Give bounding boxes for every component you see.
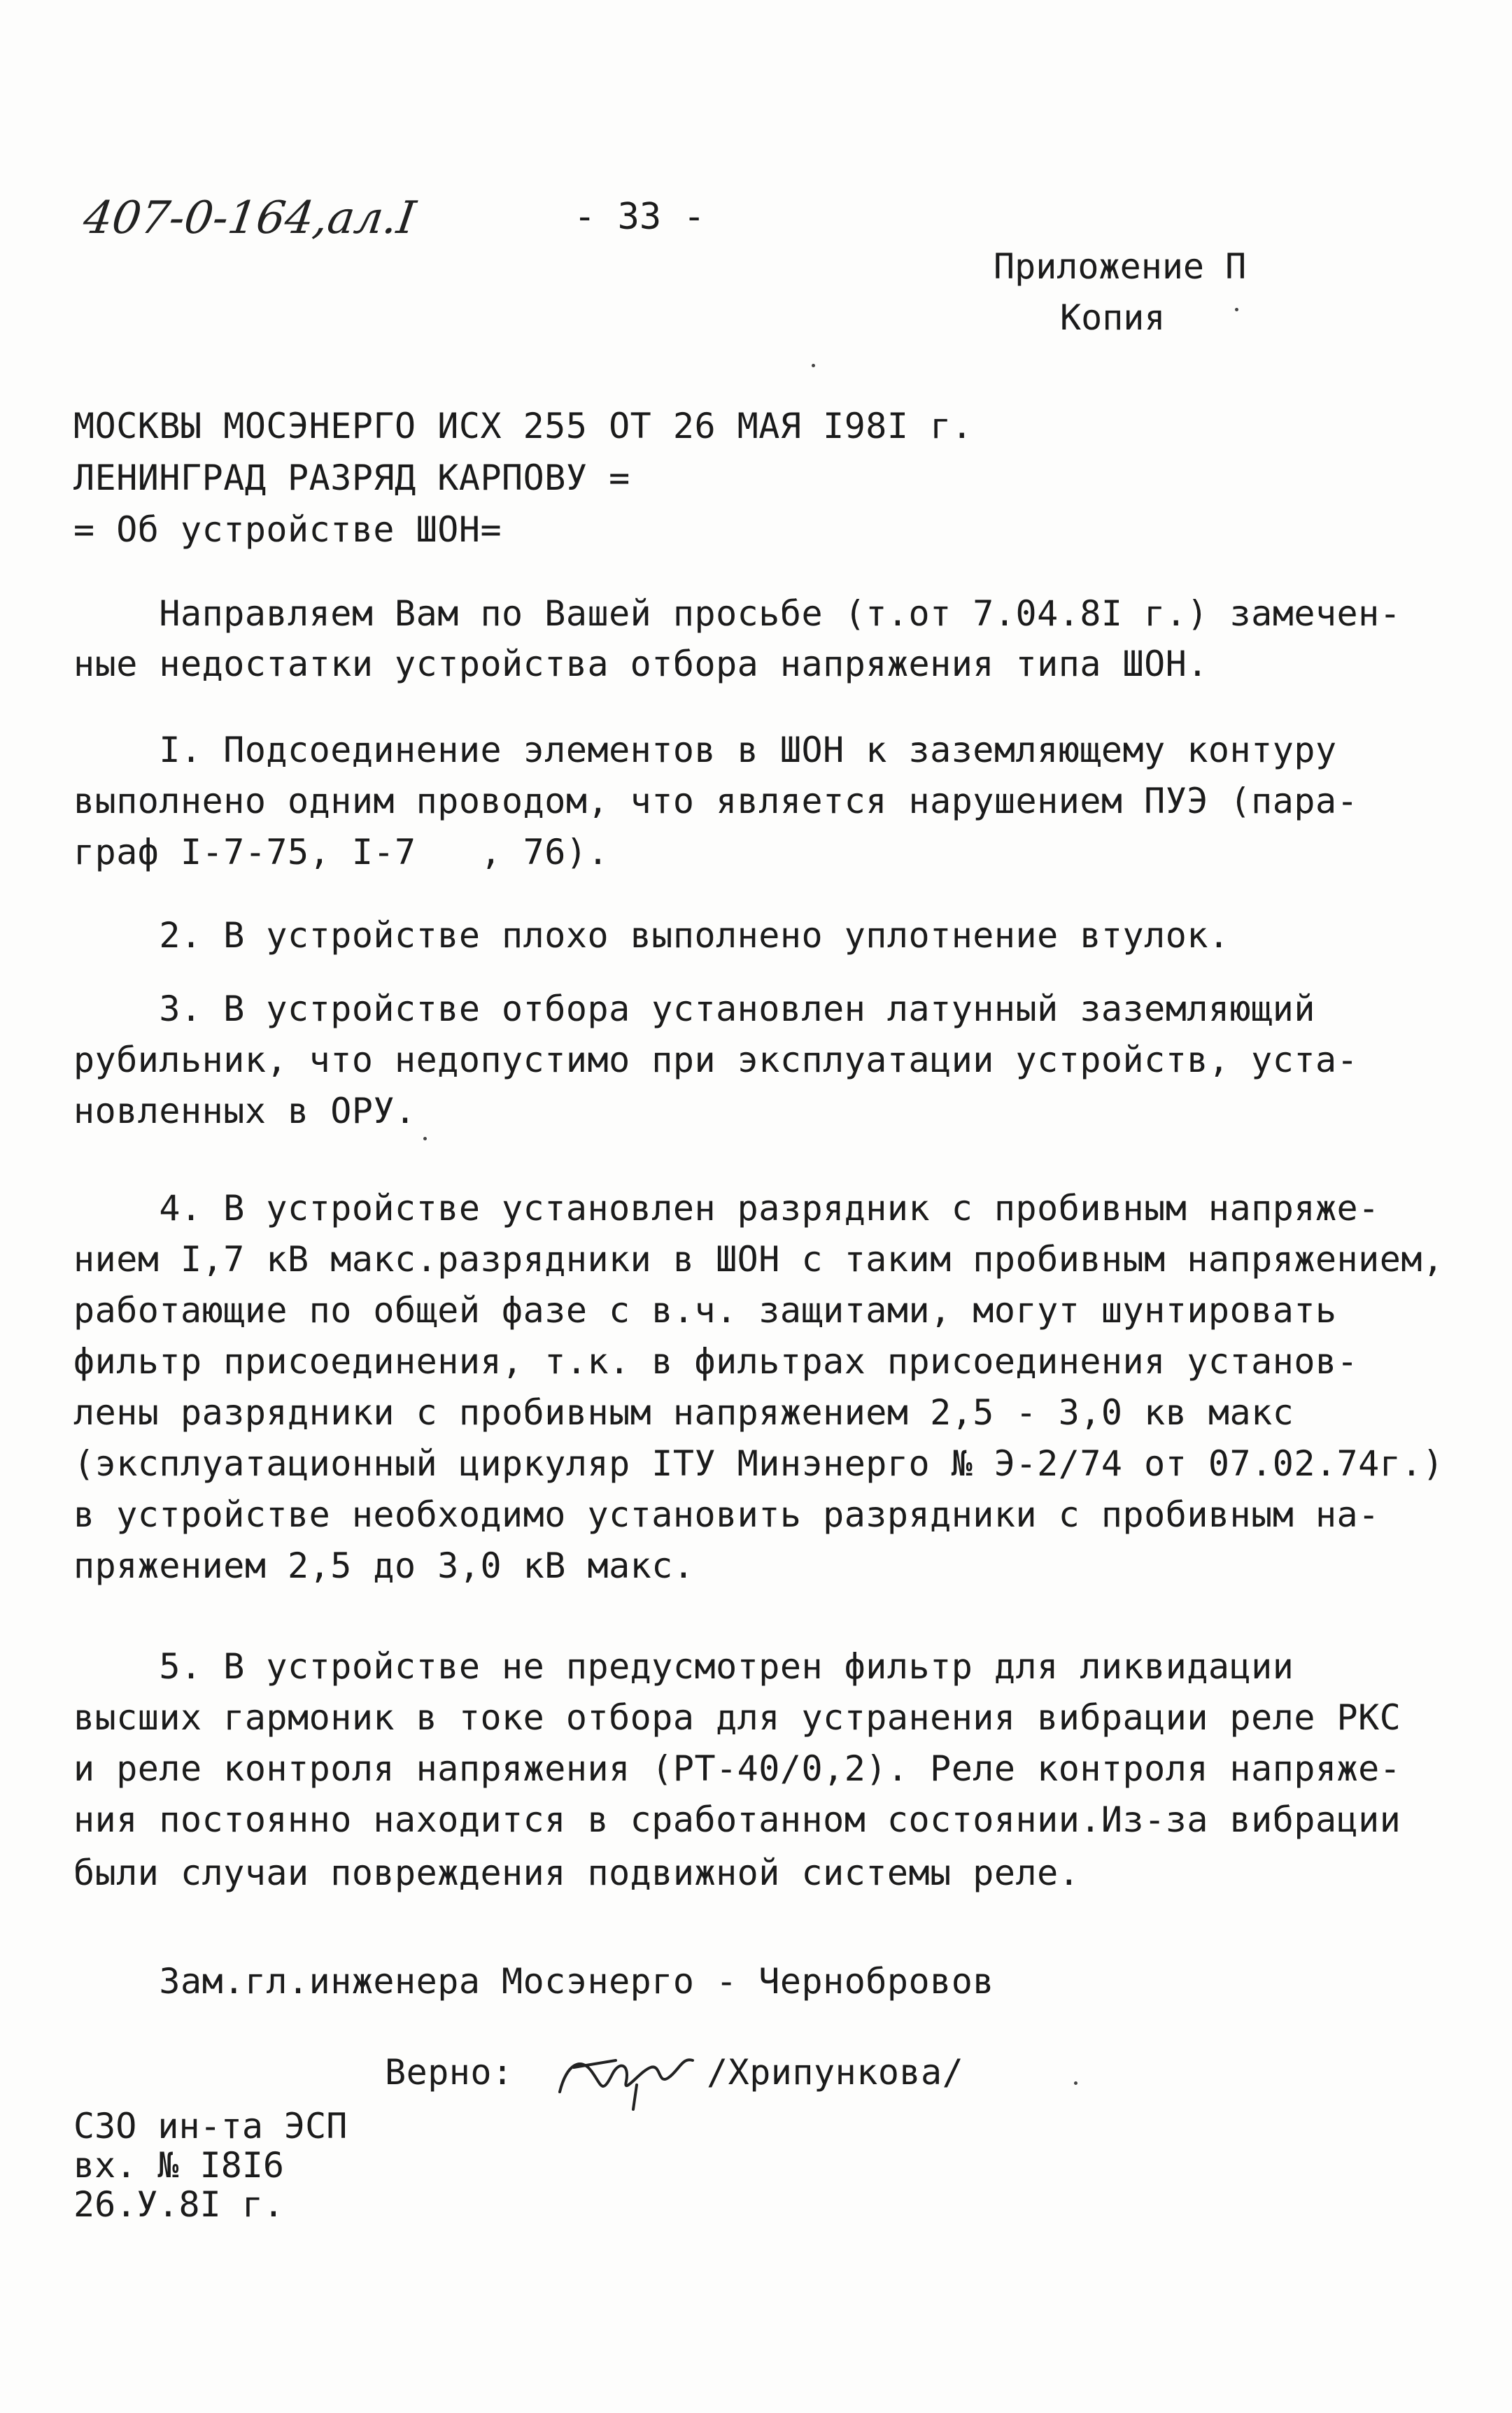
scan-speck bbox=[423, 1137, 427, 1140]
signatory-line: Зам.гл.инженера Мосэнерго - Чернобровов bbox=[73, 1961, 994, 2002]
handwritten-reference: 407-0-164,ал.I bbox=[80, 192, 419, 244]
body-line: новленных в ОРУ. bbox=[73, 1091, 416, 1131]
telegram-header-line: ЛЕНИНГРАД РАЗРЯД КАРПОВУ = bbox=[73, 458, 630, 498]
body-line: нием I,7 кВ макс.разрядники в ШОН с таким пробивным напряжением, bbox=[73, 1239, 1444, 1280]
body-line: 3. В устройстве отбора установлен латунный заземляющий bbox=[73, 989, 1315, 1029]
handwritten-signature bbox=[553, 2043, 714, 2113]
body-line: лены разрядники с пробивным напряжением 2,5 - 3,0 кв макс bbox=[73, 1392, 1294, 1433]
stamp-line: СЗО ин-та ЭСП bbox=[73, 2106, 348, 2146]
body-line: рубильник, что недопустимо при эксплуатации устройств, уста- bbox=[73, 1040, 1359, 1080]
stamp-line: 26.У.8I г. bbox=[73, 2184, 285, 2225]
body-line: были случаи повреждения подвижной системы реле. bbox=[73, 1853, 1080, 1893]
telegram-header-line: МОСКВЫ МОСЭНЕРГО ИСХ 255 ОТ 26 МАЯ I98I г. bbox=[73, 406, 973, 446]
body-line: высших гармоник в токе отбора для устранения вибрации реле РКС bbox=[73, 1697, 1401, 1738]
body-line: I. Подсоединение элементов в ШОН к заземляющему контуру bbox=[73, 730, 1337, 770]
body-line: пряжением 2,5 до 3,0 кВ макс. bbox=[73, 1545, 695, 1586]
body-line: выполнено одним проводом, что является нарушением ПУЭ (пара- bbox=[73, 781, 1359, 821]
telegram-header-line: = Об устройстве ШОН= bbox=[73, 509, 502, 550]
stamp-line: вх. № I8I6 bbox=[73, 2145, 285, 2186]
body-line: и реле контроля напряжения (РТ-40/0,2). Реле контроля напряже- bbox=[73, 1748, 1401, 1789]
body-line: граф I-7-75, I-7 , 76). bbox=[73, 832, 609, 872]
body-line: ные недостатки устройства отбора напряжения типа ШОН. bbox=[73, 644, 1208, 684]
body-line: ния постоянно находится в сработанном состоянии.Из-за вибрации bbox=[73, 1799, 1401, 1840]
body-line: работающие по общей фазе с в.ч. защитами, могут шунтировать bbox=[73, 1290, 1337, 1331]
body-line: 4. В устройстве установлен разрядник с пробивным напряже- bbox=[73, 1188, 1380, 1229]
body-line: 2. В устройстве плохо выполнено уплотнение втулок. bbox=[73, 915, 1230, 956]
scan-speck bbox=[1235, 308, 1238, 311]
scan-speck bbox=[812, 364, 815, 367]
body-line: (эксплуатационный циркуляр IТУ Минэнерго № Э-2/74 от 07.02.74г.) bbox=[73, 1443, 1444, 1484]
body-line: Направляем Вам по Вашей просьбе (т.от 7.04.8I г.) замечен- bbox=[73, 593, 1401, 634]
appendix-label: Приложение П bbox=[994, 246, 1247, 287]
scan-speck bbox=[1074, 2081, 1078, 2085]
page-number: - 33 - bbox=[574, 196, 705, 238]
copy-label: Копия bbox=[1060, 297, 1166, 338]
body-line: в устройстве необходимо установить разрядники с пробивным на- bbox=[73, 1494, 1380, 1535]
body-line: 5. В устройстве не предусмотрен фильтр для ликвидации bbox=[73, 1646, 1294, 1687]
verification-label: Верно: bbox=[385, 2052, 514, 2093]
body-line: фильтр присоединения, т.к. в фильтрах присоединения установ- bbox=[73, 1341, 1359, 1382]
verification-name: /Хрипункова/ bbox=[707, 2052, 964, 2093]
